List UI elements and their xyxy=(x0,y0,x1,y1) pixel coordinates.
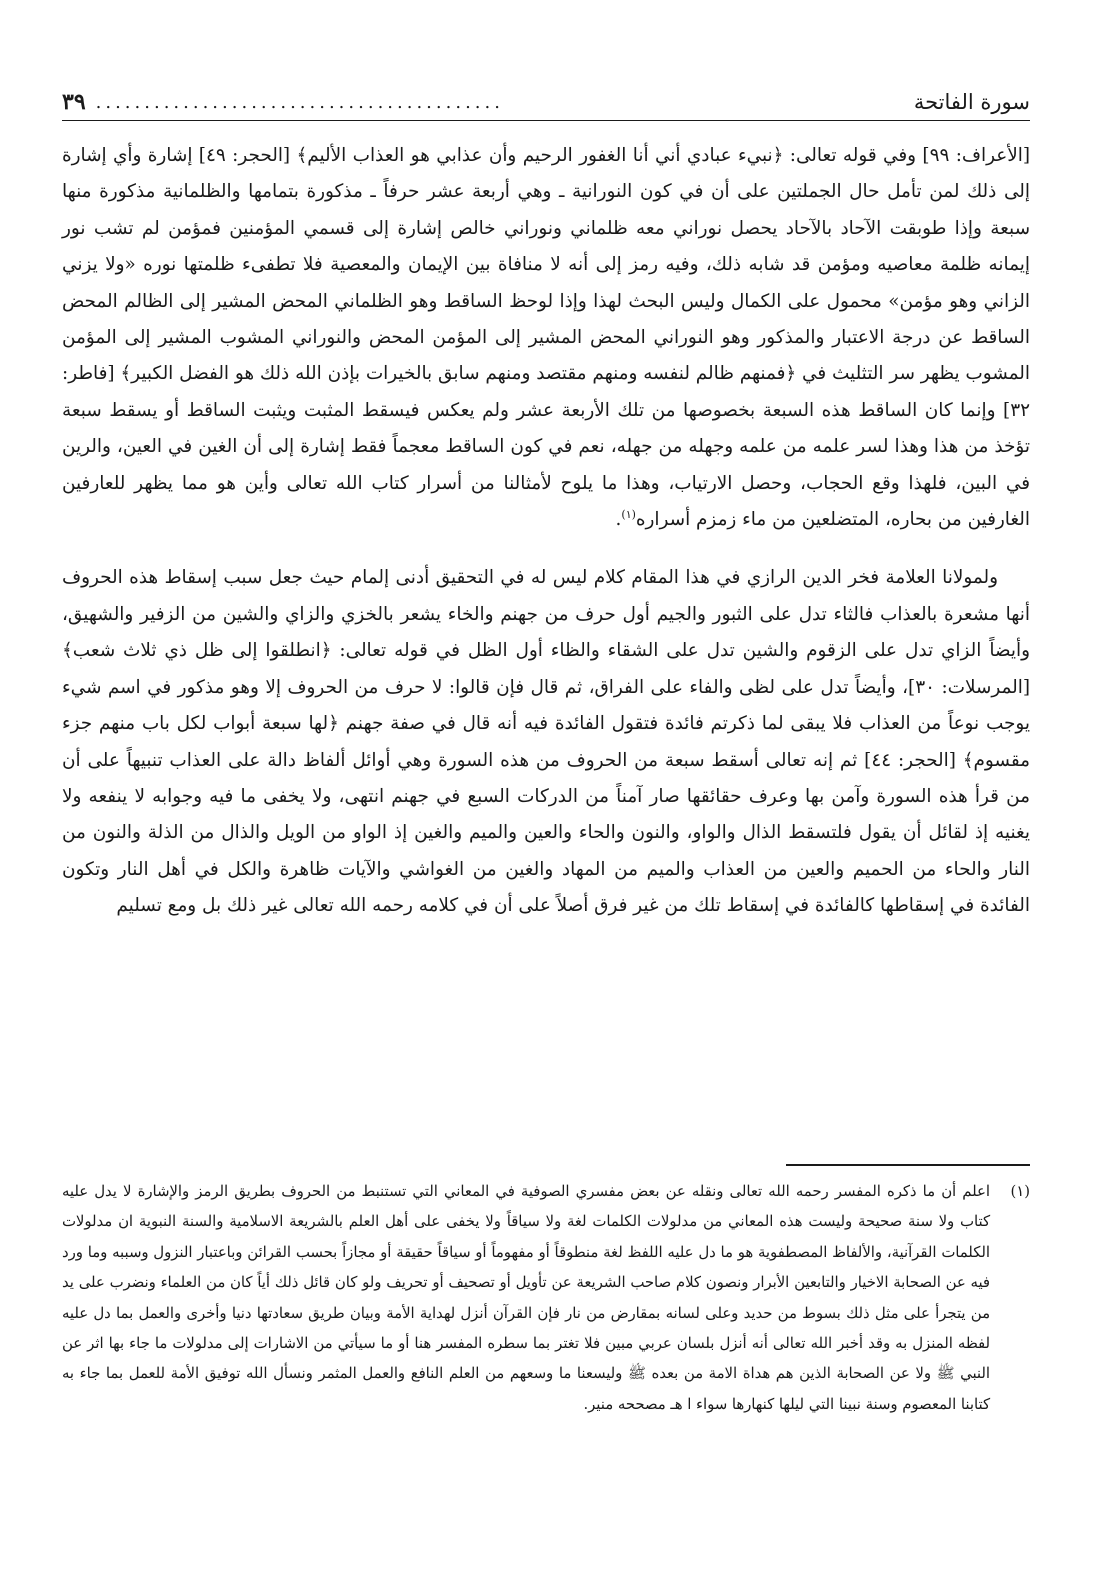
paragraph-2: ولمولانا العلامة فخر الدين الرازي في هذا المقام كلام ليس له في التحقيق أدنى إلمام حيث جعل سبب إسقاط هذه الحروف أنها مشعرة بالعذاب فالثاء تدل على الثبور والجيم أول حرف من جهنم والخاء يشعر بالخزي والزاي والشين من الزفير والشهيق، وأيضاً الزاي تدل على الزقوم والشين تدل على الشقاء والظاء أول الظل في قوله تعالى: ﴿انطلقوا إلى ظل ذي ثلاث شعب﴾ [المرسلات: ٣٠]، وأيضاً تدل على لظى والفاء على الفراق، ثم قال فإن قالوا: لا حرف من الحروف إلا وهو مذكور في اسم شيء يوجب نوعاً من العذاب فلا يبقى لما ذكرتم فائدة فتقول الفائدة فيه أنه قال في صفة جهنم ﴿لها سبعة أبواب لكل باب منهم جزء مقسوم﴾ [الحجر: ٤٤] ثم إنه تعالى أسقط سبعة من الحروف من هذه السورة وهي أوائل ألفاظ دالة على العذاب تنبيهاً على أن من قرأ هذه السورة وآمن بها وعرف حقائقها صار آمناً من الدركات السبع في جهنم انتهى، ولا يخفى ما فيه وجوابه لا ينفعه ولا يغنيه إذ لقائل أن يقول فلتسقط الذال والواو، والنون والحاء والعين والميم والغين إذ الواو من الويل والذال من الذلة والنون من النار والحاء من الحميم والعين من العذاب والميم من المهاد والغين من الغواشي والآيات ظاهرة والكل في أهل النار وتكون الفائدة في إسقاطها كالفائدة في إسقاط تلك من غير فرق أصلاً على أن في كلامه رحمه الله تعالى غير ذلك بل ومع تسليم xyxy=(62,567,1030,917)
paragraph-1 xyxy=(62,138,1030,538)
paragraph-1-text: [الأعراف: ٩٩] وفي قوله تعالى: ﴿نبيء عبادي أني أنا الغفور الرحيم وأن عذابي هو العذاب الأليم﴾ [الحجر: ٤٩] إشارة وأي إشارة إلى ذلك لمن تأمل حال الجملتين على أن في كون النورانية ـ وهي أربعة عشر حرفاً ـ مذكورة بتمامها والظلمانية مذكورة منها سبعة وإذا طوبقت الآحاد بالآحاد يحصل نوراني معه ظلماني ونوراني خالص إشارة إلى قسمي المؤمنين فمؤمن لم تشب نور إيمانه ظلمة معاصيه ومؤمن قد شابه ذلك، وفيه رمز إلى أنه لا منافاة بين الإيمان والمعصية فلا تطفىء ظلمتها نوره «ولا يزني الزاني وهو مؤمن» محمول على الكمال وليس البحث لهذا وإذا لوحظ الساقط وهو الظلماني المحض المشير إلى الظالم المحض الساقط عن درجة الاعتبار والمذكور وهو النوراني المحض المشير إلى المؤمن المحض والنوراني المشوب المشير إلى المؤمن المشوب يظهر سر التثليث في ﴿فمنهم ظالم لنفسه ومنهم مقتصد ومنهم سابق بالخيرات بإذن الله ذلك هو الفضل الكبير﴾ [فاطر: ٣٢] وإنما كان الساقط هذه السبعة بخصوصها من تلك الأربعة عشر ولم يعكس فيسقط المثبت ويثبت الساقط أو يسقط سبعة تؤخذ من هذا وهذا لسر علمه من علمه وجهله من جهله، نعم في كون الساقط معجماً فقط إشارة إلى أن الغين في العين، والرين في البين، فلهذا وقع الحجاب، وحصل الارتياب، وهذا ما يلوح لأمثالنا من أسرار كتاب الله تعالى وأين هو مما يظهر للعارفين الغارفين من بحاره، المتضلعين من ماء زمزم أسراره xyxy=(62,145,1031,531)
surah-title: سورة الفاتحة xyxy=(913,90,1030,114)
footnote-separator xyxy=(786,1164,1030,1166)
paragraph-1-end: . xyxy=(615,509,622,531)
footnote xyxy=(62,1177,1030,1420)
footnote-text: اعلم أن ما ذكره المفسر رحمه الله تعالى ونقله عن بعض مفسري الصوفية في المعاني التي تستنبط من الحروف بطريق الرمز والإشارة لا يدل عليه كتاب ولا سنة صحيحة وليست هذه المعاني من مدلولات الكلمات لغة ولا سياقاً ولا يخفى على أهل العلم بالشريعة الاسلامية والسنة النبوية ان مدلولات الكلمات القرآنية، والألفاظ المصطفوية هو ما دل عليه اللفظ لغة منطوقاً أو مفهوماً أو سياقاً حقيقة أو مجازاً بحسب القرائن وباعتبار النزول وسببه وما ورد فيه عن الصحابة الاخيار والتابعين الأبرار ونصون كلام صاحب الشريعة عن تأويل أو تصحيف أو تحريف ولو كان قائل ذلك أياً كان من العلماء ونضرب على يد من يتجرأ على مثل ذلك بسوط من حديد وعلى لسانه بمقارض من نار فإن القرآن أنزل لهداية الأمة وبيان طريق سعادتها دنيا وأخرى والعمل بما دل عليه لفظه المنزل به وقد أخبر الله تعالى أنه أنزل بلسان عربي مبين فلا تغتر بما سطره المفسر هنا أو ما سيأتي من الاشارات إلى مدلولات ما جاء بها اثر عن النبي ﷺ ولا عن الصحابة الذين هم هداة الامة من بعده ﷺ وليسعنا ما وسعهم من العلم النافع والعمل المثمر ونسأل الله توفيق الأمة للعمل بما جاء به كتابنا المعصوم وسنة نبينا التي ليلها كنهارها سواء ا هـ مصححه منير. xyxy=(62,1183,990,1413)
page-number: ٣٩ xyxy=(62,89,86,115)
main-text xyxy=(62,138,1030,925)
leader-dots: .......................................... xyxy=(95,91,504,113)
footnote-reference[interactable]: (١) xyxy=(621,507,636,521)
footnote-marker: (١) xyxy=(1010,1183,1030,1200)
running-header xyxy=(62,84,1030,121)
